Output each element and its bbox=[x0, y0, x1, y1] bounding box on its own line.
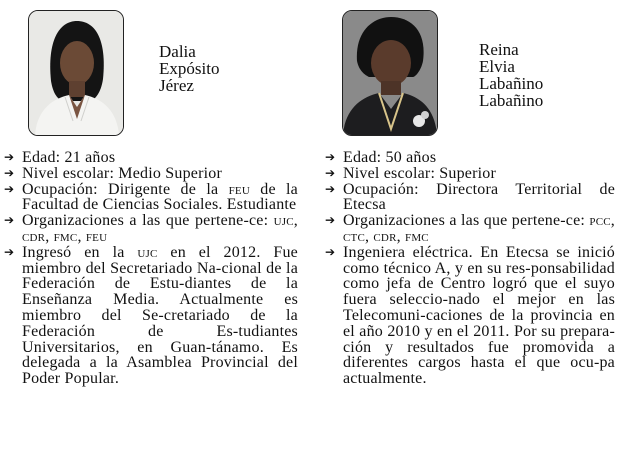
info-item-education: ➔ Nivel escolar: Superior bbox=[325, 164, 496, 182]
info-item-age: ➔ Edad: 50 años bbox=[325, 149, 437, 166]
arrow-icon: ➔ bbox=[325, 244, 336, 259]
arrow-icon: ➔ bbox=[325, 165, 336, 180]
info-item-occupation: ➔ Ocupación: Dirigente de la feu de la Facultad de Ciencias Sociales. Estudiante bbox=[4, 180, 298, 214]
name-line: Dalia bbox=[159, 42, 196, 61]
name-line: Reina bbox=[479, 40, 519, 59]
arrow-icon: ➔ bbox=[325, 213, 336, 228]
name-line: Labañino bbox=[479, 91, 544, 110]
name-left bbox=[159, 43, 219, 94]
info-item-education: ➔ Nivel escolar: Medio Superior bbox=[4, 164, 222, 182]
info-list-right bbox=[325, 150, 615, 387]
name-line: Jérez bbox=[159, 76, 194, 95]
name-line: Expósito bbox=[159, 59, 220, 78]
name-line: Labañino bbox=[479, 74, 544, 93]
arrow-icon: ➔ bbox=[4, 150, 15, 164]
info-item-biography: ➔ Ingeniera eléctrica. En Etecsa se inició como técnico A, y en su res-ponsabilidad como jefa de Centro logró que el suyo fuera seleccio-nado el mejor en las Telecomuni-caciones de la provincia en el año 2010 y en el 2011. Por su prepara-ción y resultados fue promovida a diferentes cargos hasta el que ocu-pa actualmente. bbox=[325, 243, 615, 388]
info-item-biography: ➔ Ingresó en la ujc en el 2012. Fue miembro del Secretariado Na-cional de la Federación de Estu-diantes de la Enseñanza Media. Actualmente es miembro del Se-cretariado de la Federación de Es-tudiantes Universitarios, en Guan-tánamo. Es delegada a la Asamblea Provincial del Poder Popular. bbox=[4, 243, 298, 388]
portrait-photo-left bbox=[29, 11, 123, 135]
info-item-age: ➔ Edad: 21 años bbox=[4, 149, 116, 166]
name-right bbox=[479, 41, 543, 109]
info-item-occupation: ➔ Ocupación: Directora Territorial de Etecsa bbox=[325, 180, 615, 214]
arrow-icon: ➔ bbox=[4, 181, 15, 196]
portrait-photo-right bbox=[343, 11, 437, 135]
arrow-icon: ➔ bbox=[325, 150, 336, 164]
arrow-icon: ➔ bbox=[4, 165, 15, 180]
info-item-organizations: ➔ Organizaciones a las que pertene-ce: ujc, cdr, fmc, feu bbox=[4, 212, 298, 245]
arrow-icon: ➔ bbox=[325, 181, 336, 196]
info-list-left bbox=[4, 150, 298, 387]
arrow-icon: ➔ bbox=[4, 213, 15, 228]
arrow-icon: ➔ bbox=[4, 244, 15, 259]
profile-photo-right bbox=[342, 10, 438, 136]
name-line: Elvia bbox=[479, 57, 515, 76]
profile-photo-left bbox=[28, 10, 124, 136]
info-item-organizations: ➔ Organizaciones a las que pertene-ce: pcc, ctc, cdr, fmc bbox=[325, 212, 615, 245]
